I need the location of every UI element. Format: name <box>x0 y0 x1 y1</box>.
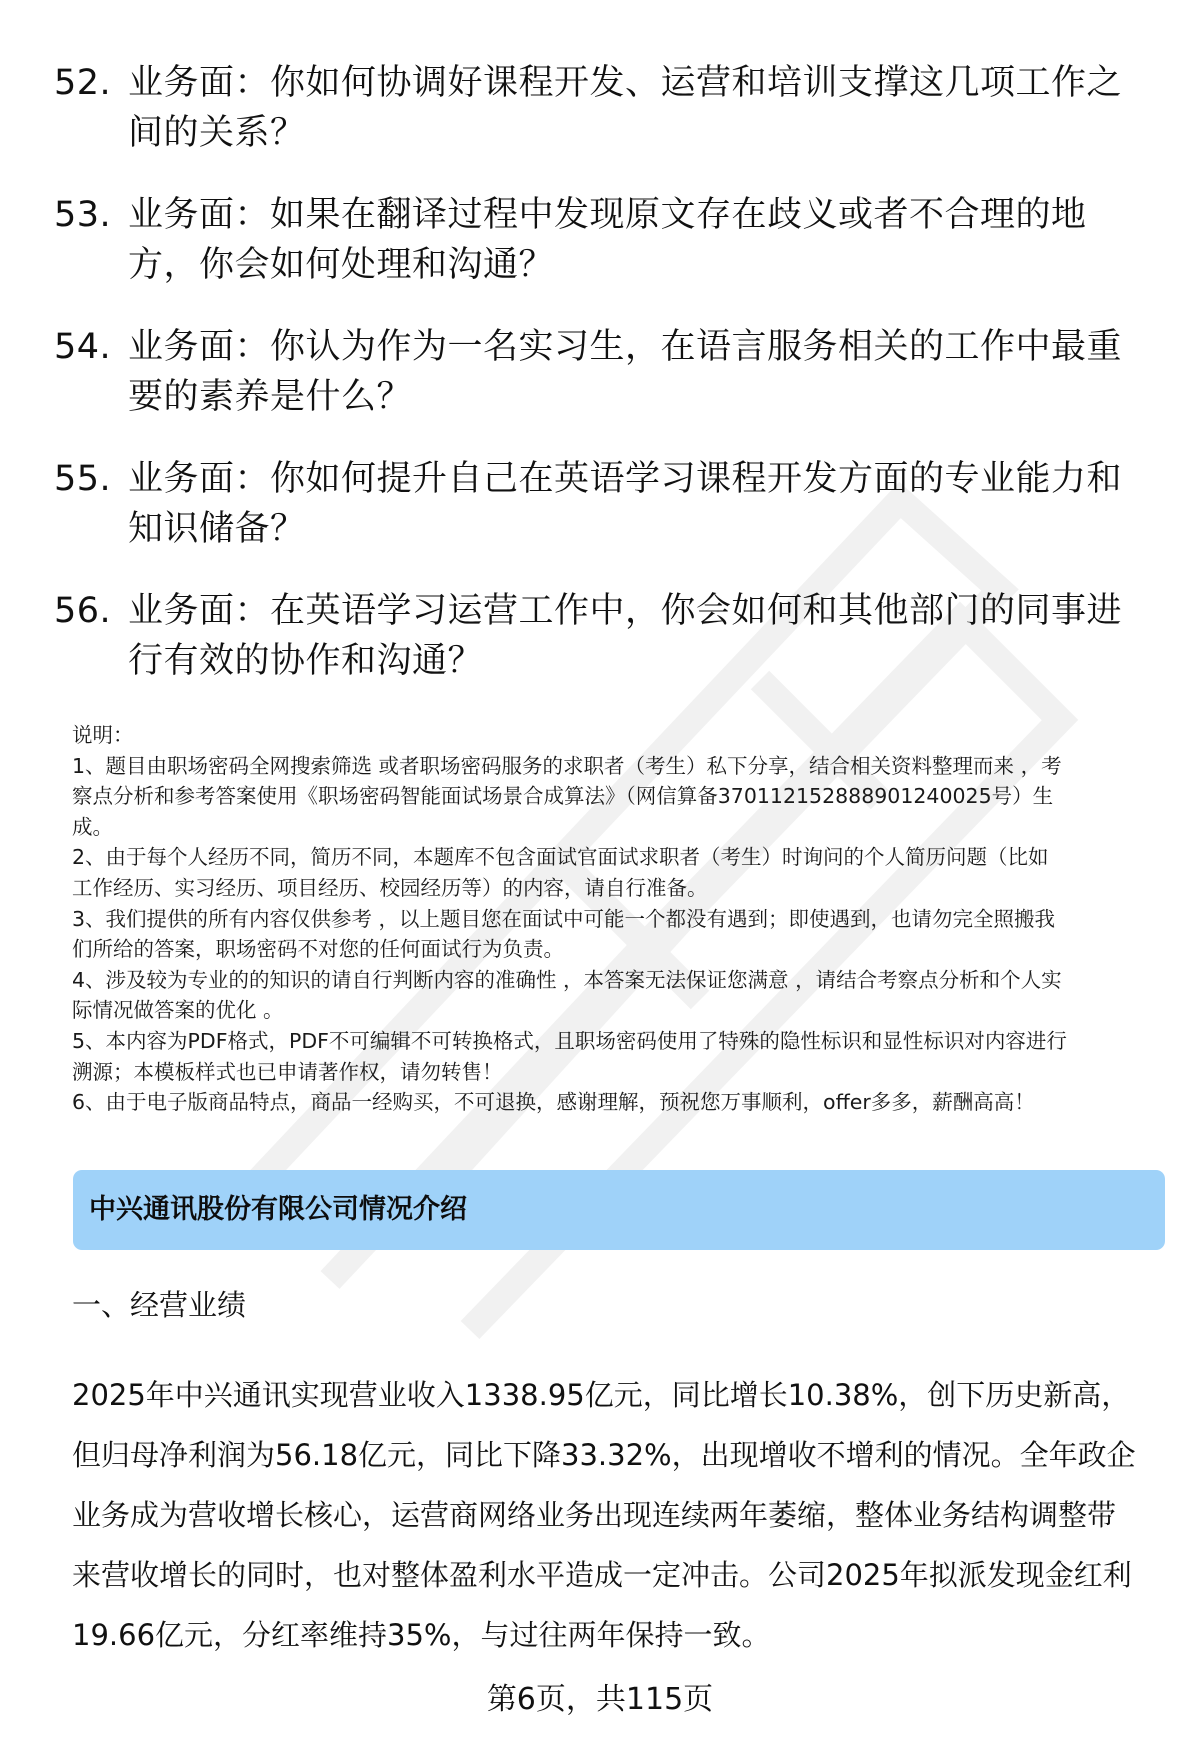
company-intro-banner <box>73 1170 1165 1250</box>
notes-line: 5、本内容为PDF格式，PDF不可编辑不可转换格式，且职场密码使用了特殊的隐性标识和显性标识对内容进行 <box>72 1028 1067 1053</box>
question-item <box>0 190 1200 322</box>
question-item <box>0 586 1200 718</box>
section-heading: 一、经营业绩 <box>72 1288 247 1322</box>
banner-title: 中兴通讯股份有限公司情况介绍 <box>89 1194 467 1225</box>
section-paragraph <box>72 1365 1172 1665</box>
paragraph-line: 业务成为营收增长核心，运营商网络业务出现连续两年萎缩，整体业务结构调整带 <box>72 1498 1117 1532</box>
notes-line: 际情况做答案的优化 。 <box>72 998 284 1023</box>
notes-line: 溯源；本模板样式也已申请著作权，请勿转售！ <box>72 1059 503 1084</box>
question-item <box>0 454 1200 586</box>
question-item <box>0 58 1200 190</box>
notes-line: 4、涉及较为专业的的知识的请自行判断内容的准确性 ，本答案无法保证您满意 ，请结合考察点分析和个人实 <box>72 967 1062 992</box>
notes-line: 6、由于电子版商品特点，商品一经购买，不可退换，感谢理解，预祝您万事顺利，offer多多，薪酬高高！ <box>72 1090 1035 1115</box>
paragraph-line: 19.66亿元，分红率维持35%，与过往两年保持一致。 <box>72 1618 771 1652</box>
paragraph-line: 但归母净利润为56.18亿元，同比下降33.32%，出现增收不增利的情况。全年政企 <box>72 1438 1136 1472</box>
question-number: 53. <box>54 195 112 235</box>
notes-line: 察点分析和参考答案使用《职场密码智能面试场景合成算法》（网信算备370112152888901240025号）生 <box>72 784 1054 809</box>
question-list <box>0 58 1200 718</box>
page-indicator: 第6页，共115页 <box>486 1682 714 1717</box>
question-number: 52. <box>54 63 112 103</box>
question-text: 业务面：你认为作为一名实习生，在语言服务相关的工作中最重 要的素养是什么？ <box>128 327 1123 417</box>
question-text: 业务面：如果在翻译过程中发现原文存在歧义或者不合理的地 方，你会如何处理和沟通？ <box>128 195 1087 285</box>
notes-line: 成。 <box>72 814 113 839</box>
question-text: 业务面：在英语学习运营工作中，你会如何和其他部门的同事进 行有效的协作和沟通？ <box>128 591 1123 681</box>
question-number: 54. <box>54 327 112 367</box>
notes-line: 3、我们提供的所有内容仅供参考 ，以上题目您在面试中可能一个都没有遇到；即使遇到，也请勿完全照搬我 <box>72 906 1056 931</box>
notes-title: 说明： <box>72 723 134 747</box>
question-text: 业务面：你如何协调好课程开发、运营和培训支撑这几项工作之 间的关系？ <box>128 63 1123 153</box>
paragraph-line: 2025年中兴通讯实现营业收入1338.95亿元，同比增长10.38%，创下历史新高， <box>72 1378 1131 1412</box>
paragraph-line: 来营收增长的同时，也对整体盈利水平造成一定冲击。公司2025年拟派发现金红利 <box>72 1558 1132 1592</box>
question-number: 55. <box>54 459 112 499</box>
question-text: 业务面：你如何提升自己在英语学习课程开发方面的专业能力和 知识储备？ <box>128 459 1123 549</box>
notes-section <box>72 720 1162 1118</box>
question-number: 56. <box>54 591 112 631</box>
notes-line: 工作经历、实习经历、项目经历、校园经历等）的内容，请自行准备。 <box>72 875 708 900</box>
question-item <box>0 322 1200 454</box>
notes-line: 们所给的答案，职场密码不对您的任何面试行为负责。 <box>72 937 564 962</box>
notes-line: 2、由于每个人经历不同，简历不同，本题库不包含面试官面试求职者（考生）时询问的个人简历问题（比如 <box>72 845 1049 870</box>
notes-line: 1、题目由职场密码全网搜索筛选 或者职场密码服务的求职者（考生）私下分享，结合相关资料整理而来 ，考 <box>72 753 1062 778</box>
